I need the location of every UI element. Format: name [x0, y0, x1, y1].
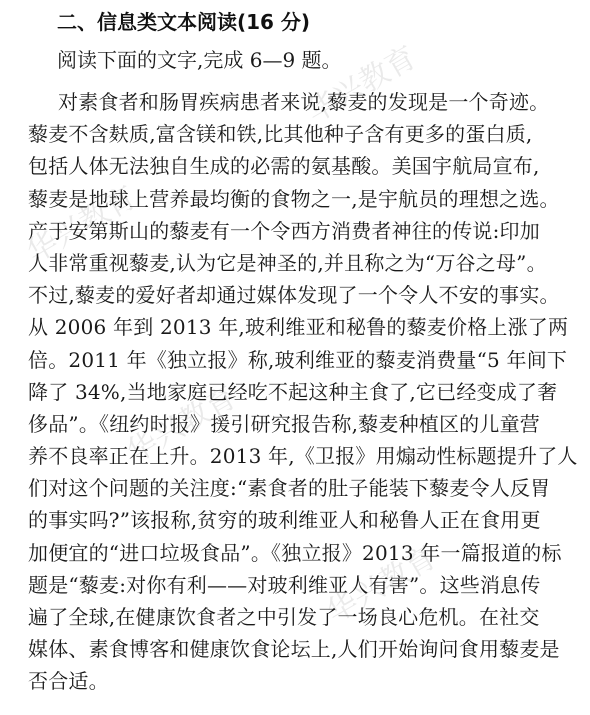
passage-line: 侈品”。《纽约时报》援引研究报告称,藜麦种植区的儿童营 — [28, 411, 540, 436]
passage-line: 对素食者和肠胃疾病患者来说,藜麦的发现是一个奇迹。 — [58, 90, 550, 114]
passage-line: 产于安第斯山的藜麦有一个令西方消费者神往的传说:印加 — [28, 218, 540, 243]
passage-line: 媒体、素食博客和健康饮食论坛上,人们开始询问食用藜麦是 — [28, 637, 560, 662]
passage-body — [28, 86, 578, 698]
watermark: 华兴教育 — [321, 539, 443, 631]
reading-instruction: 阅读下面的文字,完成 6—9 题。 — [57, 48, 342, 72]
passage-line: 人非常重视藜麦,认为它是神圣的,并且称之为“万谷之母”。 — [28, 250, 547, 275]
passage-line: 加便宜的“进口垃圾食品”。《独立报》2013 年一篇报道的标 — [28, 540, 562, 565]
passage-line: 题是“藜麦:对你有利——对玻利维亚人有害”。这些消息传 — [28, 572, 541, 597]
passage-line: 的事实吗?”该报称,贫穷的玻利维亚人和秘鲁人正在食用更 — [28, 508, 541, 533]
watermark: 华兴教育 — [301, 39, 423, 131]
passage-line: 降了 34%,当地家庭已经吃不起这种主食了,它已经变成了奢 — [28, 379, 558, 404]
passage-line: 养不良率正在上升。2013 年,《卫报》用煽动性标题提升了人 — [28, 444, 578, 469]
passage-line: 否合适。 — [28, 669, 109, 694]
section-heading: 二、信息类文本阅读(16 分) — [57, 10, 311, 34]
passage-line: 倍。2011 年《独立报》称,玻利维亚的藜麦消费量“5 年间下 — [28, 347, 568, 372]
passage-line: 们对这个问题的关注度:“素食者的肚子能装下藜麦令人反胃 — [28, 476, 551, 501]
passage-line: 从 2006 年到 2013 年,玻利维亚和秘鲁的藜麦价格上涨了两 — [28, 315, 569, 340]
passage-line: 藜麦不含麸质,富含镁和铁,比其他种子含有更多的蛋白质, — [28, 122, 533, 147]
passage-line: 藜麦是地球上营养最均衡的食物之一,是宇航员的理想之选。 — [28, 186, 560, 211]
passage-line: 遍了全球,在健康饮食者之中引发了一场良心危机。在社交 — [28, 605, 540, 629]
passage-line: 包括人体无法独自生成的必需的氨基酸。美国宇航局宣布, — [28, 154, 540, 179]
watermark: 华兴教育 — [121, 379, 243, 471]
passage-line: 不过,藜麦的爱好者却通过媒体发现了一个令人不安的事实。 — [28, 283, 560, 308]
watermark: 华兴教育 — [21, 179, 143, 271]
